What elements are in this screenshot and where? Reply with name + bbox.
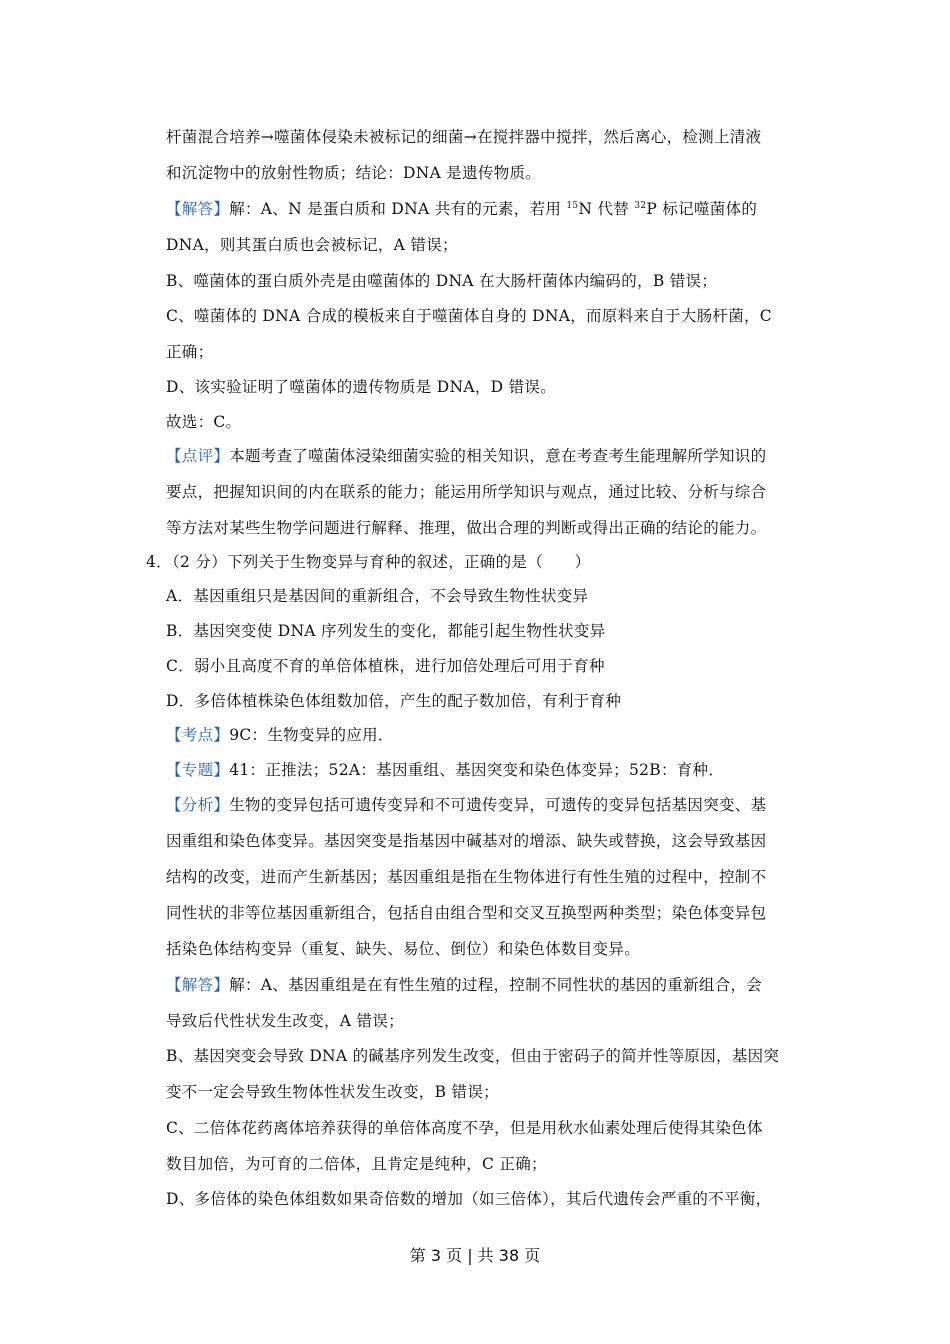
q4-jieda-line3: B、基因突变会导致 DNA 的碱基序列发生改变，但由于密码子的简并性等原因，基因突 xyxy=(166,1047,780,1065)
fenxi-tag: 【分析】 xyxy=(166,796,230,814)
q3-comment-line1 xyxy=(166,445,766,467)
q3-answer-line7: 故选：C。 xyxy=(166,413,242,431)
q4-kaodian xyxy=(166,724,394,746)
q4-zhuanti xyxy=(166,759,724,781)
kaodian-tag: 【考点】 xyxy=(166,726,230,744)
zhuanti-text: 41：正推法；52A：基因重组、基因突变和染色体变异；52B：育种． xyxy=(229,761,725,779)
q3-answer-line3: B、噬菌体的蛋白质外壳是由噬菌体的 DNA 在大肠杆菌体内编码的，B 错误； xyxy=(166,272,718,290)
q4-fenxi-line3: 结构的改变，进而产生新基因；基因重组是指在生物体进行有性生殖的过程中，控制不 xyxy=(166,868,767,886)
superscript-15: 15 xyxy=(566,201,579,211)
q4-option-d: D．多倍体植株染色体组数加倍，产生的配子数加倍，有利于育种 xyxy=(166,692,622,710)
fenxi-text: 生物的变异包括可遗传变异和不可遗传变异，可遗传的变异包括基因突变、基 xyxy=(229,796,767,814)
answer-text-b: N 代替 xyxy=(578,200,635,218)
q4-fenxi-line2: 因重组和染色体变异。基因突变是指基因中碱基对的增添、缺失或替换，这会导致基因 xyxy=(166,832,767,850)
q3-comment-line2: 要点，把握知识间的内在联系的能力；能运用所学知识与观点，通过比较、分析与综合 xyxy=(166,483,767,501)
q3-answer-line5: 正确； xyxy=(166,343,214,361)
jieda-tag: 【解答】 xyxy=(166,976,230,994)
q3-answer-line2: DNA，则其蛋白质也会被标记，A 错误； xyxy=(166,236,458,254)
comment-tag: 【点评】 xyxy=(166,447,230,465)
q4-jieda-line6: 数目加倍，为可育的二倍体，且肯定是纯种，C 正确； xyxy=(166,1155,547,1173)
page-footer: 第 3 页 | 共 38 页 xyxy=(409,1246,541,1265)
q4-option-b: B．基因突变使 DNA 序列发生的变化，都能引起生物性状变异 xyxy=(166,622,606,640)
q3-comment-line3: 等方法对某些生物学问题进行解释、推理，做出合理的判断或得出正确的结论的能力。 xyxy=(166,519,767,537)
q4-fenxi-line4: 同性状的非等位基因重新组合，包括自由组合型和交叉互换型两种类型；染色体变异包 xyxy=(166,904,767,922)
q4-jieda-line7: D、多倍体的染色体组数如果奇倍数的增加（如三倍体），其后代遗传会严重的不平衡， xyxy=(166,1190,772,1208)
q3-analysis-line2: 和沉淀物中的放射性物质；结论：DNA 是遗传物质。 xyxy=(166,164,542,182)
q4-stem: 4．（2 分）下列关于生物变异与育种的叙述，正确的是（ ） xyxy=(146,553,591,571)
superscript-32: 32 xyxy=(634,201,647,211)
q4-jieda-line4: 变不一定会导致生物体性状发生改变，B 错误； xyxy=(166,1083,499,1101)
q4-option-c: C．弱小且高度不育的单倍体植株，进行加倍处理后可用于育种 xyxy=(166,657,605,675)
q3-answer-line1 xyxy=(166,198,757,220)
zhuanti-tag: 【专题】 xyxy=(166,761,230,779)
answer-text-a: 解：A、N 是蛋白质和 DNA 共有的元素，若用 xyxy=(229,200,567,218)
kaodian-text: 9C：生物变异的应用． xyxy=(229,726,394,744)
comment-text: 本题考查了噬菌体浸染细菌实验的相关知识，意在考查考生能理解所学知识的 xyxy=(229,447,767,465)
jieda-text: 解：A、基因重组是在有性生殖的过程，控制不同性状的基因的重新组合，会 xyxy=(229,976,763,994)
q3-analysis-line1: 杆菌混合培养→噬菌体侵染未被标记的细菌→在搅拌器中搅拌，然后离心，检测上清液 xyxy=(166,128,762,146)
q4-fenxi-line1 xyxy=(166,794,766,816)
answer-text-c: P 标记噬菌体的 xyxy=(646,200,758,218)
answer-tag: 【解答】 xyxy=(166,200,230,218)
q3-answer-line4: C、噬菌体的 DNA 合成的模板来自于噬菌体自身的 DNA，而原料来自于大肠杆菌，C xyxy=(166,307,772,325)
q4-jieda-line5: C、二倍体花药离体培养获得的单倍体高度不孕，但是用秋水仙素处理后使得其染色体 xyxy=(166,1119,763,1137)
q4-jieda-line2: 导致后代性状发生改变，A 错误； xyxy=(166,1012,404,1030)
q3-answer-line6: D、该实验证明了噬菌体的遗传物质是 DNA，D 错误。 xyxy=(166,378,556,396)
q4-option-a: A．基因重组只是基因间的重新组合，不会导致生物性状变异 xyxy=(166,587,589,605)
q4-fenxi-line5: 括染色体结构变异（重复、缺失、易位、倒位）和染色体数目变异。 xyxy=(166,940,641,958)
q4-jieda-line1 xyxy=(166,974,762,996)
